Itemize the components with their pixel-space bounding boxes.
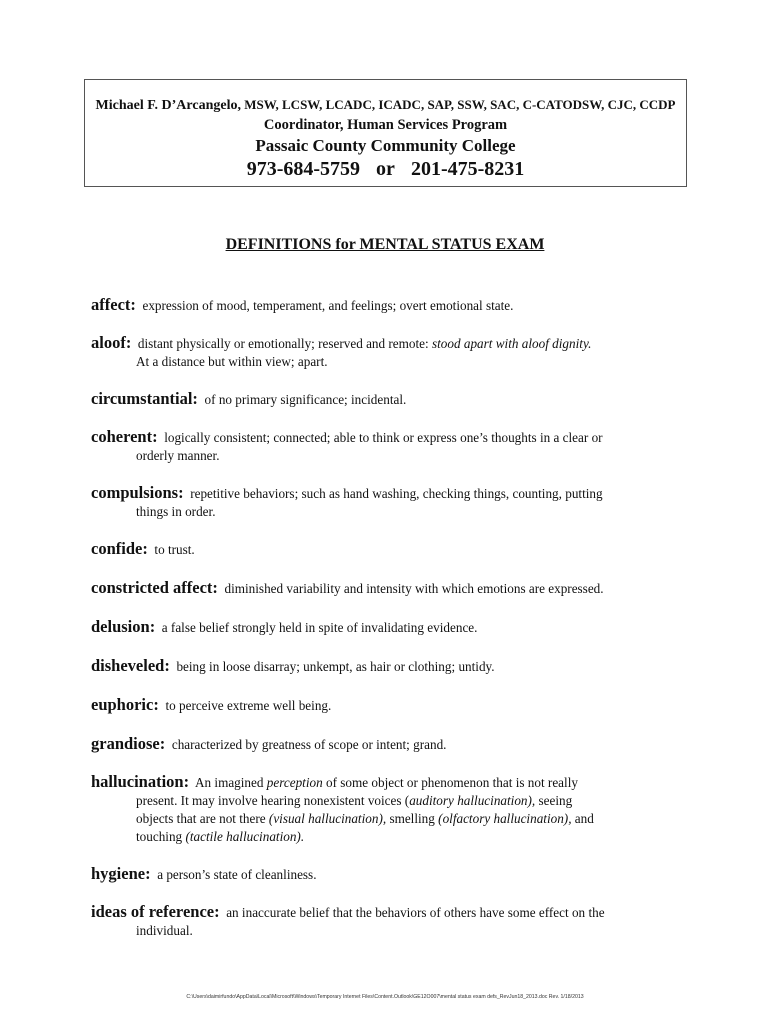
term: hygiene: (91, 864, 151, 883)
term: affect: (91, 295, 136, 314)
definition-text: expression of mood, temperament, and feelings; overt emotional state. (142, 298, 514, 313)
definition-text: An imagined (194, 775, 264, 790)
phone-line (85, 158, 686, 181)
definition-text: of no primary significance; incidental. (204, 392, 407, 407)
definition-text-cont: orderly manner. (136, 448, 220, 463)
definition-confide (91, 540, 691, 559)
definition-text-cont (91, 811, 594, 826)
definition-text: touching (136, 829, 183, 844)
term: confide: (91, 539, 148, 558)
definition-emphasis: perception (266, 775, 323, 790)
definition-hallucination (91, 773, 691, 846)
term: grandiose: (91, 734, 166, 753)
definition-coherent (91, 428, 691, 465)
definition-text-cont (91, 793, 572, 808)
definition-emphasis: (tactile hallucination). (185, 829, 305, 844)
definition-affect (91, 296, 691, 315)
definitions-list (91, 296, 691, 940)
definition-grandiose (91, 735, 691, 754)
definition-text: to perceive extreme well being. (165, 698, 332, 713)
definition-text: objects that are not there (136, 811, 266, 826)
definition-text: logically consistent; connected; able to think or express one’s thoughts in a clear or (164, 430, 603, 445)
definition-hygiene (91, 865, 691, 884)
institution-name: Passaic County Community College (255, 136, 516, 155)
definition-text: characterized by greatness of scope or intent; grand. (171, 737, 447, 752)
definition-disheveled (91, 657, 691, 676)
definition-text: diminished variability and intensity with which emotions are expressed. (224, 581, 604, 596)
author-line (85, 97, 686, 114)
definition-ideas-of-reference (91, 903, 691, 940)
term: delusion: (91, 617, 156, 636)
definition-text-cont (91, 829, 304, 844)
term: aloof: (91, 333, 132, 352)
definition-text-cont: At a distance but within view; apart. (136, 354, 328, 369)
definition-text: present. It may involve hearing nonexistent voices ( (136, 793, 410, 808)
author-credentials: MSW, LCSW, LCADC, ICADC, SAP, SSW, SAC, C-CATODSW, CJC, CCDP (244, 97, 676, 112)
term: circumstantial: (91, 389, 198, 408)
author-name: Michael F. D’Arcangelo, (95, 98, 241, 113)
document-title: DEFINITIONS for MENTAL STATUS EXAM (225, 236, 545, 253)
term: compulsions: (91, 483, 184, 502)
definition-text: seeing (538, 793, 573, 808)
term: coherent: (91, 427, 158, 446)
phone-1: 973-684-5759 (246, 158, 361, 180)
author-role: Coordinator, Human Services Program (263, 117, 508, 133)
definition-constricted-affect (91, 579, 691, 598)
phone-or: or (376, 158, 395, 180)
definition-text: a false belief strongly held in spite of invalidating evidence. (161, 620, 478, 635)
definition-circumstantial (91, 390, 691, 409)
definition-euphoric (91, 696, 691, 715)
phone-2: 201-475-8231 (410, 158, 525, 180)
definition-compulsions (91, 484, 691, 521)
definition-delusion (91, 618, 691, 637)
definition-text: and (574, 811, 594, 826)
definition-text: an inaccurate belief that the behaviors of others have some effect on the (226, 905, 605, 920)
file-path-footer: C:\Users\daimirfundo\AppData\Local\Microsoft\Windows\Temporary Internet Files\Content.Outlook\GE12O007\mental status exam defs_RevJun18_2013.doc Rev. 1/18/2013 (186, 994, 584, 1000)
definition-text: being in loose disarray; unkempt, as hair or clothing; untidy. (176, 659, 495, 674)
definition-emphasis: (visual hallucination), (268, 811, 387, 826)
definition-emphasis: auditory hallucination), (409, 793, 536, 808)
term: ideas of reference: (91, 902, 220, 921)
term: disheveled: (91, 656, 170, 675)
definition-text: to trust. (154, 542, 195, 557)
definition-text: a person’s state of cleanliness. (157, 867, 317, 882)
definition-emphasis: (olfactory hallucination), (438, 811, 572, 826)
definition-text-cont: things in order. (136, 504, 216, 519)
definition-text: smelling (389, 811, 435, 826)
definition-text: repetitive behaviors; such as hand washing, checking things, counting, putting (190, 486, 603, 501)
term: euphoric: (91, 695, 159, 714)
definition-example: stood apart with aloof dignity. (432, 336, 592, 351)
definition-text: of some object or phenomenon that is not really (325, 775, 578, 790)
definition-text-cont: individual. (136, 923, 193, 938)
definition-text: distant physically or emotionally; reserved and remote: (137, 336, 429, 351)
term: constricted affect: (91, 578, 218, 597)
header-box (84, 79, 687, 187)
definition-aloof (91, 334, 691, 371)
term: hallucination: (91, 772, 190, 791)
